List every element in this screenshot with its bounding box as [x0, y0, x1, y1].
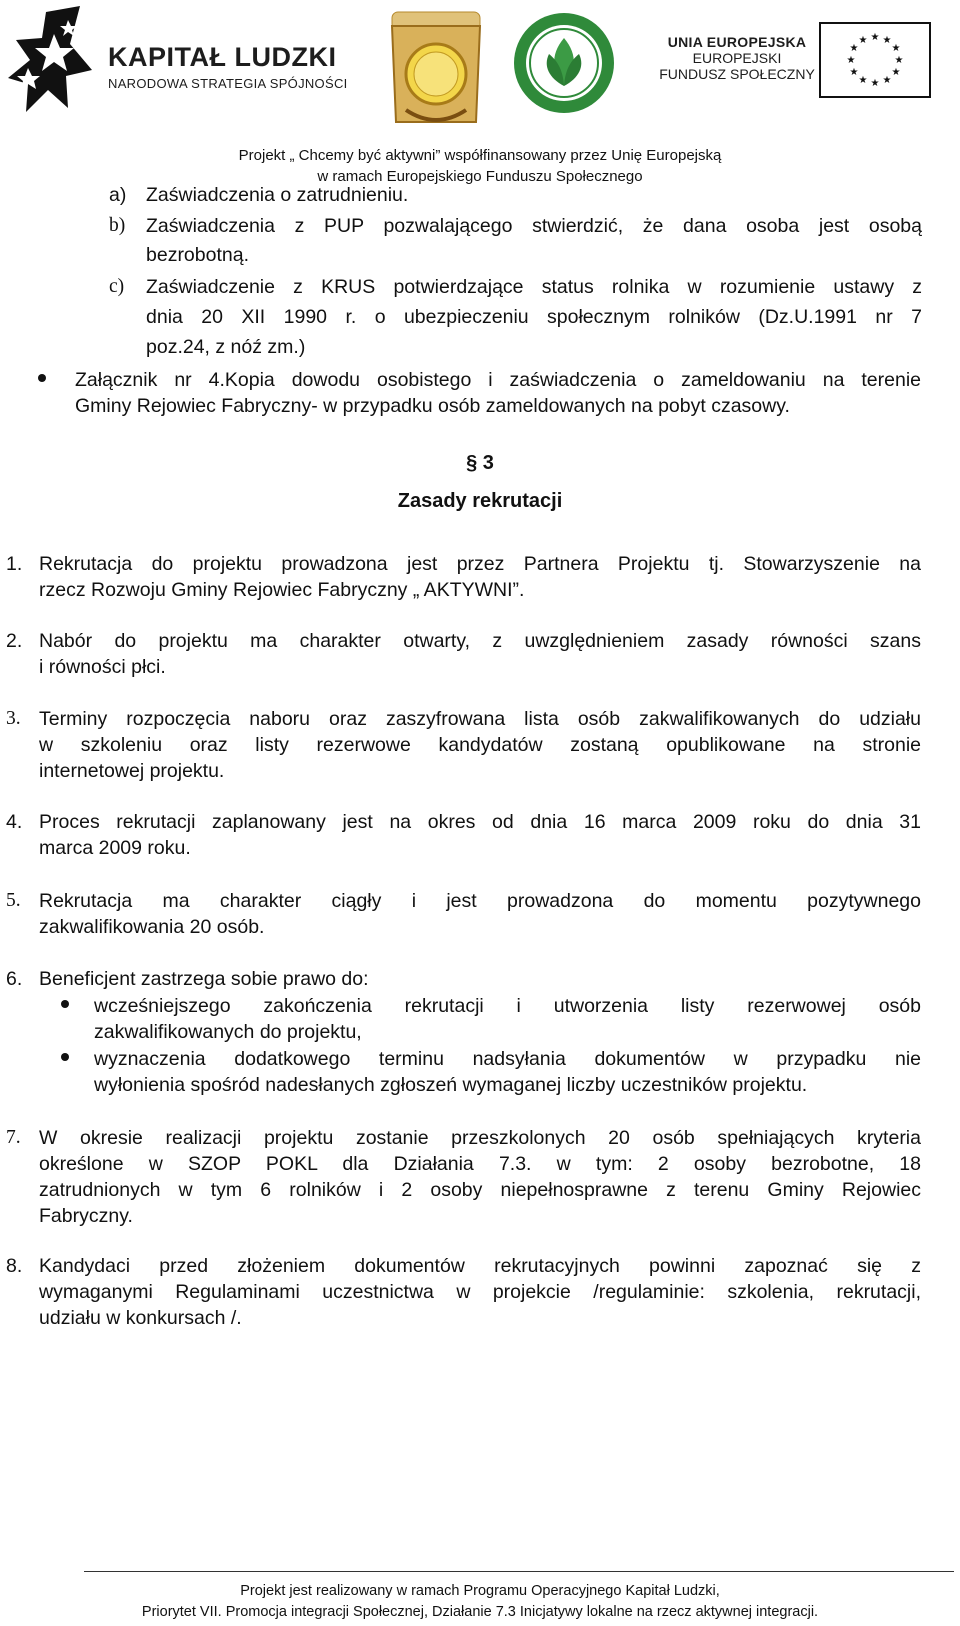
header-caption-line2: w ramach Europejskiego Funduszu Społecznego	[317, 168, 643, 185]
list-item-b-line2: bezrobotną.	[146, 244, 249, 266]
attachment-bullet	[38, 374, 46, 382]
point-7-number: 7.	[6, 1127, 21, 1148]
footer-line1: Projekt jest realizowany w ramach Programu Operacyjnego Kapitał Ludzki,	[240, 1583, 720, 1599]
point-2-line1: Nabór do projektu ma charakter otwarty, z uwzględnieniem zasady równości szans	[39, 630, 921, 652]
svg-text:★: ★	[846, 55, 856, 66]
point-5-line2: zakwalifikowania 20 osób.	[39, 916, 265, 938]
svg-text:★: ★	[891, 43, 901, 54]
attachment-line2: Gminy Rejowiec Fabryczny- w przypadku osób zameldowanych na pobyt czasowy.	[75, 395, 790, 417]
list-item-b-line1: Zaświadczenia z PUP pozwalającego stwierdzić, że dana osoba jest osobą	[146, 215, 922, 237]
fundacja-rozwoju-logo	[513, 12, 615, 114]
point-6-bullet1-line1: wcześniejszego zakończenia rekrutacji i utworzenia listy rezerwowej osób	[94, 995, 921, 1017]
section-number: § 3	[466, 452, 494, 474]
footer-divider	[84, 1571, 954, 1572]
association-seal-logo	[386, 10, 486, 128]
eu-efs-logo	[657, 22, 937, 102]
list-marker-c: c)	[109, 276, 125, 297]
point-5-line1: Rekrutacja ma charakter ciągły i jest prowadzona do momentu pozytywnego	[39, 890, 921, 912]
point-3-line3: internetowej projektu.	[39, 760, 225, 782]
point-7-line4: Fabryczny.	[39, 1205, 133, 1227]
list-marker-a: a)	[109, 184, 127, 206]
list-item-c-line3: poz.24, z nóź zm.)	[146, 336, 306, 358]
svg-text:★: ★	[858, 35, 868, 46]
point-4-line1: Proces rekrutacji zaplanowany jest na okres od dnia 16 marca 2009 roku do dnia 31	[39, 811, 921, 833]
point-6-bullet1-line2: zakwalifikowanych do projektu,	[94, 1021, 362, 1043]
point-7-line2: określone w SZOP POKL dla Działania 7.3. w tym: 2 osoby bezrobotne, 18	[39, 1153, 921, 1175]
point-8-line2: wymaganymi Regulaminami uczestnictwa w projekcie /regulaminie: szkolenia, rekrutacji,	[39, 1281, 921, 1303]
point-3-line1: Terminy rozpoczęcia naboru oraz zaszyfrowana lista osób zakwalifikowanych do udziału	[39, 708, 921, 730]
point-7-line3: zatrudnionych w tym 6 rolników i 2 osoby niepełnosprawne z terenu Gminy Rejowiec	[39, 1179, 921, 1201]
header-caption	[0, 145, 960, 187]
footer-line2: Priorytet VII. Promocja integracji Społecznej, Działanie 7.3 Inicjatywy lokalne na rzecz aktywnej integracji.	[141, 1604, 819, 1620]
point-1-line1: Rekrutacja do projektu prowadzona jest przez Partnera Projektu tj. Stowarzyszenie na	[39, 553, 921, 575]
eu-logo-line1: UNIA EUROPEJSKA	[667, 34, 807, 50]
kapital-ludzki-star-icon	[8, 4, 92, 114]
svg-text:★: ★	[849, 43, 859, 54]
kapital-ludzki-logo	[8, 4, 348, 114]
list-item-c-line2: dnia 20 XII 1990 r. o ubezpieczeniu społecznym rolników (Dz.U.1991 nr 7	[146, 306, 922, 328]
header-caption-line1: Projekt „ Chcemy być aktywni” współfinansowany przez Unię Europejską	[238, 147, 722, 164]
point-8-line3: udziału w konkursach /.	[39, 1307, 242, 1329]
point-2-line2: i równości płci.	[39, 656, 166, 678]
point-1-line2: rzecz Rozwoju Gminy Rejowiec Fabryczny „ AKTYWNI”.	[39, 579, 525, 601]
point-6-number: 6.	[6, 968, 23, 990]
section-title: Zasady rekrutacji	[397, 490, 563, 512]
kapital-ludzki-subtitle: NARODOWA STRATEGIA SPÓJNOŚCI	[108, 76, 348, 91]
point-5-number: 5.	[6, 890, 21, 911]
attachment-line1: Załącznik nr 4.Kopia dowodu osobistego i zaświadczenia o zameldowaniu na terenie	[75, 369, 921, 391]
point-8-number: 8.	[6, 1255, 23, 1277]
point-6-bullet-1	[61, 1000, 69, 1008]
eu-logo-line3: FUNDUSZ SPOŁECZNY	[659, 66, 815, 82]
svg-text:★: ★	[894, 55, 904, 66]
point-4-line2: marca 2009 roku.	[39, 837, 191, 859]
svg-text:★: ★	[891, 67, 901, 78]
kapital-ludzki-title: KAPITAŁ LUDZKI	[108, 42, 337, 72]
point-1-number: 1.	[6, 553, 23, 575]
point-6-bullet2-line1: wyznaczenia dodatkowego terminu nadsyłania dokumentów w przypadku nie	[94, 1048, 921, 1070]
point-8-line1: Kandydaci przed złożeniem dokumentów rekrutacyjnych powinni zapoznać się z	[39, 1255, 921, 1277]
svg-text:★: ★	[870, 78, 880, 89]
list-item-a: Zaświadczenia o zatrudnieniu.	[146, 184, 409, 206]
eu-flag-icon	[819, 22, 931, 98]
point-3-number: 3.	[6, 708, 21, 729]
list-marker-b: b)	[109, 215, 126, 236]
point-6-line1: Beneficjent zastrzega sobie prawo do:	[39, 968, 369, 990]
list-item-c-line1: Zaświadczenie z KRUS potwierdzające status rolnika w rozumienie ustawy z	[146, 276, 922, 298]
point-2-number: 2.	[6, 630, 23, 652]
svg-text:★: ★	[882, 35, 892, 46]
svg-text:★: ★	[849, 67, 859, 78]
point-6-bullet-2	[61, 1053, 69, 1061]
point-3-line2: w szkoleniu oraz listy rezerwowe kandydatów zostaną opublikowane na stronie	[39, 734, 921, 756]
point-4-number: 4.	[6, 811, 23, 833]
svg-text:★: ★	[858, 75, 868, 86]
svg-text:★: ★	[882, 75, 892, 86]
point-6-bullet2-line2: wyłonienia spośród nadesłanych zgłoszeń wymaganej liczby uczestników projektu.	[94, 1074, 808, 1096]
eu-logo-line2: EUROPEJSKI	[692, 50, 782, 66]
svg-text:★: ★	[870, 32, 880, 43]
header-logos	[0, 0, 960, 140]
point-7-line1: W okresie realizacji projektu zostanie przeszkolonych 20 osób spełniających kryteria	[39, 1127, 921, 1149]
